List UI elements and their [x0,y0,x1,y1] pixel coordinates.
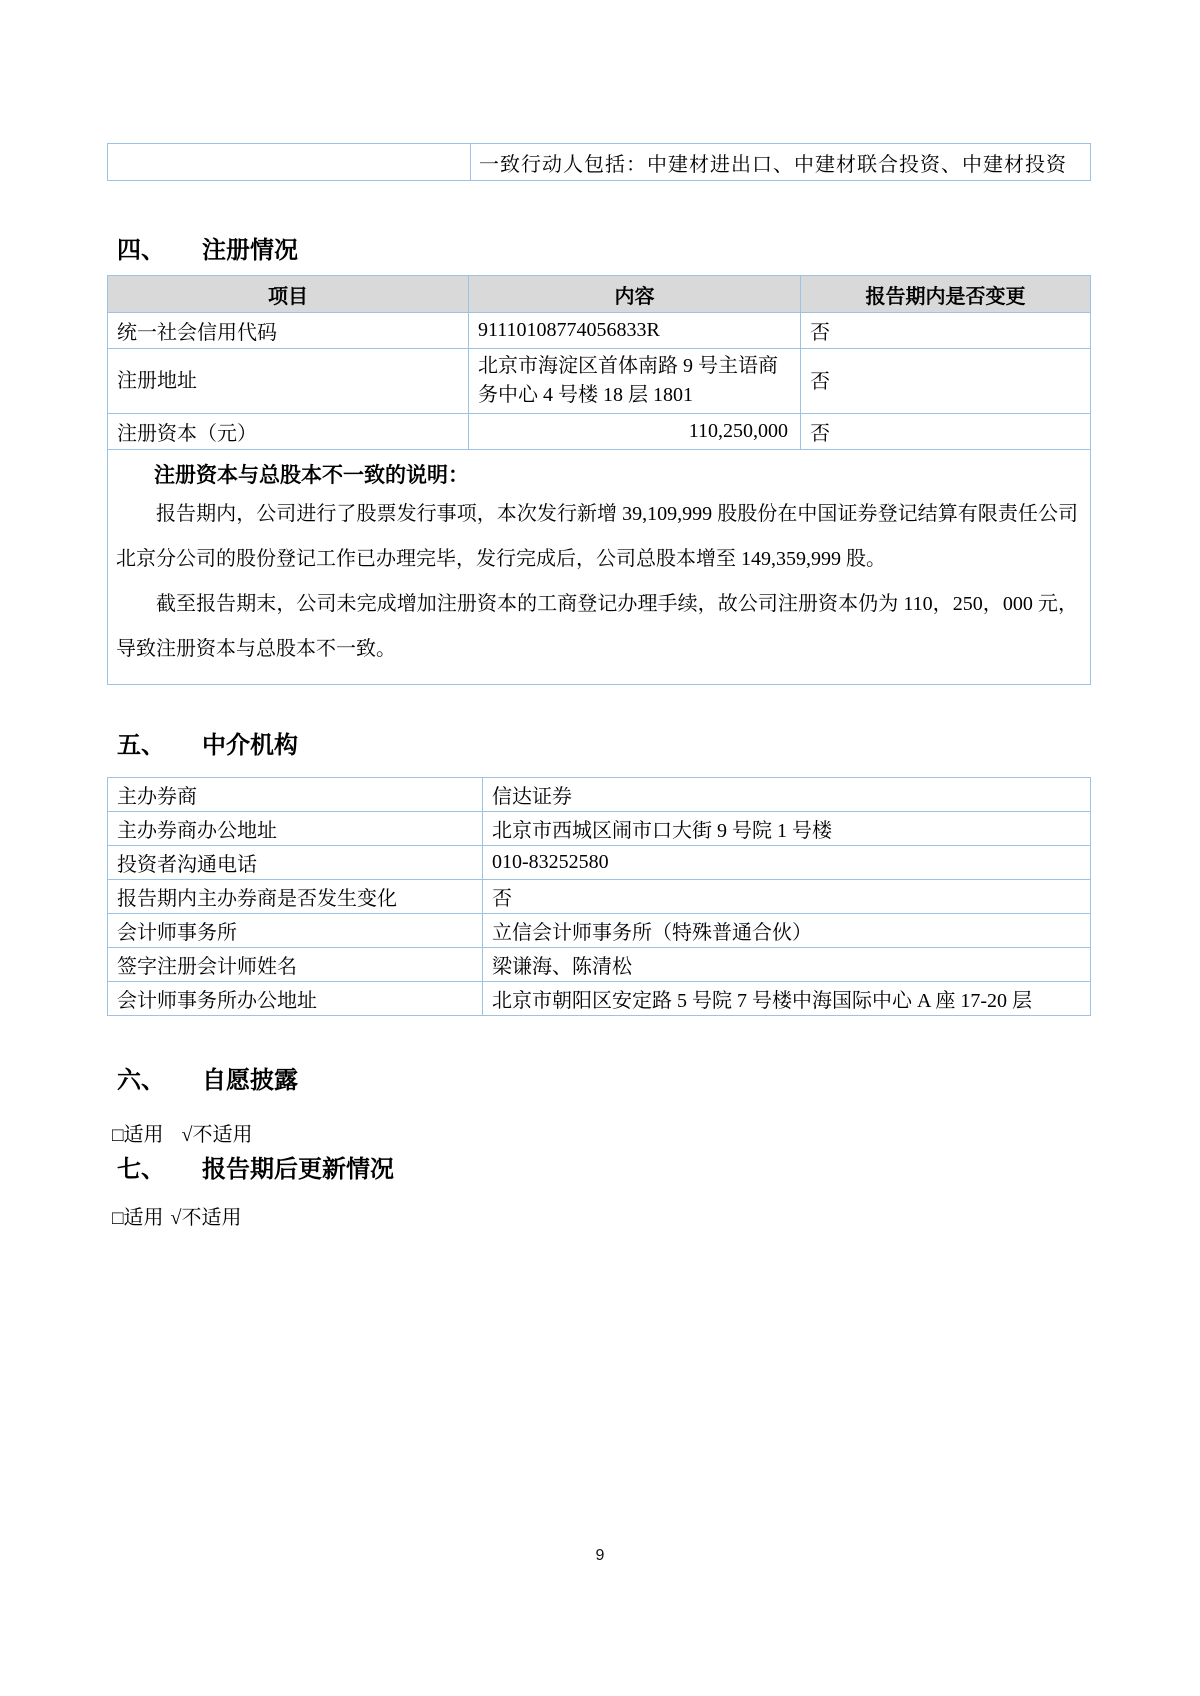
page-number: 9 [595,1547,605,1564]
section-number: 四、 [117,237,165,264]
not-applicable-label: 不适用 [192,1124,253,1146]
cell-content: 91110108774056833R [469,313,801,349]
column-header-changed: 报告期内是否变更 [801,276,1091,313]
table-row [108,778,1091,812]
cell-value: 信达证券 [483,778,1091,812]
table-row [108,450,1091,685]
cell-value: 立信会计师事务所（特殊普通合伙） [483,914,1091,948]
column-header-item: 项目 [108,276,469,313]
note-paragraph: 报告期内，公司进行了股票发行事项，本次发行新增 39,109,999 股股份在中国证券登记结算有限责任公司北京分公司的股份登记工作已办理完毕，发行完成后，公司总股本增至 149,359,999 股。 [116,503,1078,570]
section-title: 报告期后更新情况 [202,1156,394,1183]
section-heading-intermediary [107,731,1090,761]
cell-value: 北京市西城区闹市口大街 9 号院 1 号楼 [483,812,1091,846]
section-heading-registration [107,236,1090,266]
checkmark-icon: √ [181,1124,193,1146]
cell-value: 否 [483,880,1091,914]
cell-value: 010-83252580 [483,846,1091,880]
cell-value: 北京市朝阳区安定路 5 号院 7 号楼中海国际中心 A 座 17-20 层 [483,982,1091,1016]
section-heading-voluntary [107,1066,1090,1096]
table-row [108,812,1091,846]
table-row [108,349,1091,414]
cell-changed: 否 [801,349,1091,414]
table-row [108,313,1091,349]
table-header-row [108,276,1091,313]
cell-label: 签字注册会计师姓名 [108,948,483,982]
cell-label: 会计师事务所办公地址 [108,982,483,1016]
note-paragraph: 截至报告期末，公司未完成增加注册资本的工商登记办理手续，故公司注册资本仍为 110，250，000 元，导致注册资本与总股本不一致。 [116,593,1078,660]
cell-value: 梁谦海、陈清松 [483,948,1091,982]
table-row [108,880,1091,914]
cell-content: 北京市海淀区首体南路 9 号主语商务中心 4 号楼 18 层 1801 [469,349,801,414]
cell-label: 报告期内主办券商是否发生变化 [108,880,483,914]
cell-changed: 否 [801,313,1091,349]
cell-item: 注册资本（元） [108,414,469,450]
section-number: 五、 [117,732,165,759]
applicability-line [107,1122,1090,1149]
applicability-line [107,1205,1090,1232]
table-row [108,914,1091,948]
section-title: 自愿披露 [202,1067,298,1094]
cell-item: 统一社会信用代码 [108,313,469,349]
section-number: 七、 [117,1156,165,1183]
registration-table [107,275,1091,685]
table-row [108,144,1091,181]
fragment-text-cell: 一致行动人包括：中建材进出口、中建材联合投资、中建材投资 [471,144,1091,181]
note-cell [108,450,1091,685]
cell-label: 投资者沟通电话 [108,846,483,880]
table-row [108,948,1091,982]
not-applicable-label: 不适用 [181,1207,242,1229]
column-header-content: 内容 [469,276,801,313]
fragment-empty-cell [108,144,471,181]
section-number: 六、 [117,1067,165,1094]
cell-item: 注册地址 [108,349,469,414]
checkbox-unchecked-icon: □ [112,1208,124,1229]
section-title: 注册情况 [202,237,298,264]
checkmark-icon: √ [170,1207,182,1229]
cell-label: 主办券商办公地址 [108,812,483,846]
section-heading-post-period [107,1155,1090,1185]
checkbox-unchecked-icon: □ [112,1125,124,1146]
table-row [108,846,1091,880]
applicable-label: 适用 [123,1124,164,1146]
intermediary-table [107,777,1091,1016]
section-title: 中介机构 [202,732,298,759]
table-row [108,982,1091,1016]
note-title: 注册资本与总股本不一致的说明： [154,464,469,487]
table-row [108,414,1091,450]
applicable-label: 适用 [123,1207,164,1229]
cell-changed: 否 [801,414,1091,450]
cell-content: 110,250,000 [469,414,801,450]
cell-label: 会计师事务所 [108,914,483,948]
cell-label: 主办券商 [108,778,483,812]
top-fragment-table [107,143,1091,181]
